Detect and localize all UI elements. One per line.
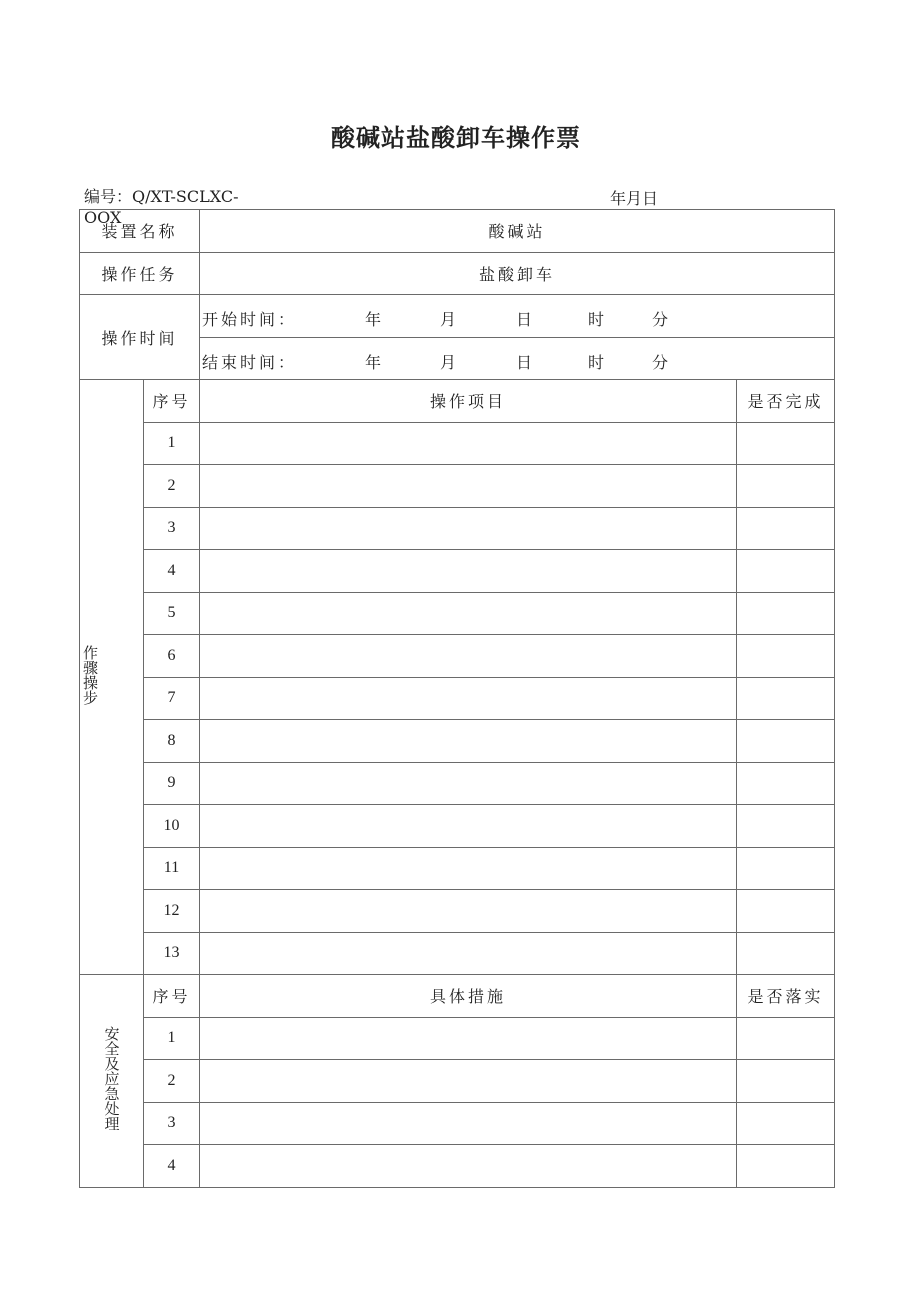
table-row	[80, 1145, 835, 1188]
day-label: 日	[516, 310, 536, 329]
seq-number: 4	[144, 1145, 200, 1188]
seq-number: 11	[144, 847, 200, 890]
table-row	[80, 592, 835, 635]
safety-section-text: 安全及应急处理	[102, 1026, 121, 1132]
item-cell[interactable]	[200, 932, 737, 975]
item-cell[interactable]	[200, 890, 737, 933]
item-cell[interactable]	[200, 422, 737, 465]
table-row	[80, 635, 835, 678]
done-cell[interactable]	[737, 1017, 835, 1060]
table-row	[80, 422, 835, 465]
start-label: 开始时间：	[202, 310, 298, 329]
table-row	[80, 847, 835, 890]
table-row	[80, 1060, 835, 1103]
steps-section-label	[80, 380, 144, 975]
done-cell[interactable]	[737, 422, 835, 465]
done-cell[interactable]	[737, 635, 835, 678]
hour-label: 时	[588, 352, 608, 372]
table-row	[80, 507, 835, 550]
done-cell[interactable]	[737, 592, 835, 635]
table-row	[80, 677, 835, 720]
steps-section-text: 作骤操步	[81, 645, 99, 705]
safety-section-label	[80, 975, 144, 1188]
table-row	[80, 890, 835, 933]
done-header: 是否完成	[737, 380, 835, 423]
seq-number: 9	[144, 762, 200, 805]
hour-label: 时	[588, 310, 608, 329]
table-row	[80, 762, 835, 805]
year-label: 年	[365, 310, 385, 329]
item-header: 操作项目	[200, 380, 737, 423]
device-label: 装置名称	[80, 210, 200, 253]
seq-number: 2	[144, 1060, 200, 1103]
seq-number: 1	[144, 1017, 200, 1060]
done-cell[interactable]	[737, 1145, 835, 1188]
item-cell[interactable]	[200, 762, 737, 805]
seq-number: 10	[144, 805, 200, 848]
done-cell[interactable]	[737, 677, 835, 720]
item-header: 具体措施	[200, 975, 737, 1018]
day-label: 日	[516, 352, 536, 372]
item-cell[interactable]	[200, 847, 737, 890]
table-row	[80, 550, 835, 593]
task-label: 操作任务	[80, 252, 200, 295]
device-value: 酸碱站	[200, 210, 835, 253]
done-cell[interactable]	[737, 465, 835, 508]
start-time-field[interactable]	[200, 295, 835, 338]
done-cell[interactable]	[737, 1102, 835, 1145]
table-row	[80, 1017, 835, 1060]
page-title: 酸碱站盐酸卸车操作票	[331, 124, 581, 152]
task-value: 盐酸卸车	[200, 252, 835, 295]
minute-label: 分	[652, 310, 672, 329]
seq-number: 6	[144, 635, 200, 678]
done-cell[interactable]	[737, 805, 835, 848]
item-cell[interactable]	[200, 550, 737, 593]
done-cell[interactable]	[737, 1060, 835, 1103]
done-cell[interactable]	[737, 847, 835, 890]
year-label: 年	[365, 352, 385, 372]
seq-number: 7	[144, 677, 200, 720]
seq-number: 3	[144, 507, 200, 550]
item-cell[interactable]	[200, 720, 737, 763]
end-time-field[interactable]	[200, 337, 835, 380]
seq-number: 3	[144, 1102, 200, 1145]
done-cell[interactable]	[737, 550, 835, 593]
item-cell[interactable]	[200, 1102, 737, 1145]
minute-label: 分	[652, 352, 672, 372]
table-row	[80, 1102, 835, 1145]
item-cell[interactable]	[200, 677, 737, 720]
seq-number: 5	[144, 592, 200, 635]
item-cell[interactable]	[200, 635, 737, 678]
item-cell[interactable]	[200, 1017, 737, 1060]
done-cell[interactable]	[737, 720, 835, 763]
seq-number: 12	[144, 890, 200, 933]
table-row	[80, 720, 835, 763]
ticket-table	[79, 209, 835, 1188]
item-cell[interactable]	[200, 592, 737, 635]
done-cell[interactable]	[737, 762, 835, 805]
item-cell[interactable]	[200, 805, 737, 848]
table-row	[80, 805, 835, 848]
done-header: 是否落实	[737, 975, 835, 1018]
item-cell[interactable]	[200, 1060, 737, 1103]
table-row	[80, 465, 835, 508]
table-row	[80, 932, 835, 975]
seq-header: 序号	[144, 380, 200, 423]
seq-number: 4	[144, 550, 200, 593]
seq-number: 2	[144, 465, 200, 508]
month-label: 月	[440, 352, 460, 372]
time-label: 操作时间	[80, 295, 200, 380]
month-label: 月	[440, 310, 460, 329]
item-cell[interactable]	[200, 465, 737, 508]
end-label: 结束时间：	[202, 352, 298, 372]
ticket-code: 编号：Q/XT-SCLXC-OOX	[84, 187, 239, 227]
seq-header: 序号	[144, 975, 200, 1018]
done-cell[interactable]	[737, 932, 835, 975]
seq-number: 1	[144, 422, 200, 465]
done-cell[interactable]	[737, 507, 835, 550]
ticket-date: 年月日	[610, 189, 659, 208]
seq-number: 8	[144, 720, 200, 763]
item-cell[interactable]	[200, 1145, 737, 1188]
item-cell[interactable]	[200, 507, 737, 550]
seq-number: 13	[144, 932, 200, 975]
done-cell[interactable]	[737, 890, 835, 933]
